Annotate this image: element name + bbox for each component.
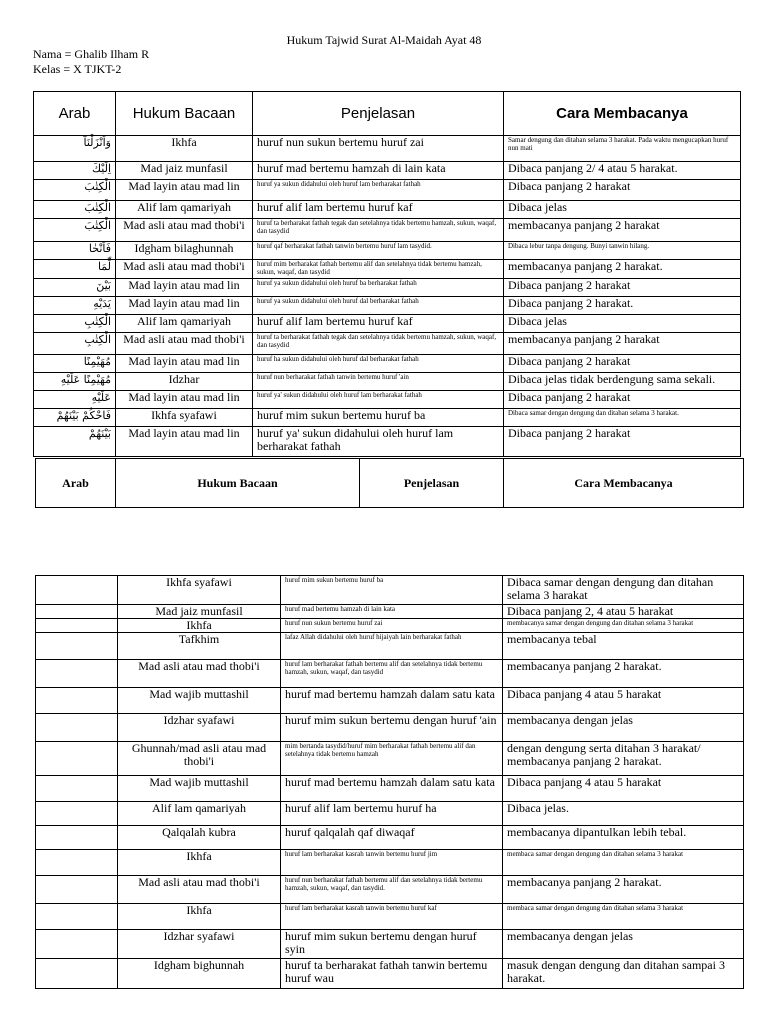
cara-cell: membacanya panjang 2 harakat. [503, 660, 744, 688]
arab-cell [36, 904, 118, 930]
arab-cell: بَيْنَهُمْ [34, 427, 116, 457]
arab-cell [36, 826, 118, 850]
penjelasan-cell: huruf ta berharakat fathah tanwin bertemu huruf wau [281, 959, 503, 989]
penjelasan-cell: lafaz Allah didahului oleh huruf hijaiyah lain berharakat fathah [281, 633, 503, 660]
penjelasan-cell: huruf nun sukun bertemu huruf zai [281, 619, 503, 633]
table-row [36, 742, 744, 776]
table-row [36, 633, 744, 660]
hukum-cell: Ikhfa [118, 619, 281, 633]
table-row [34, 162, 741, 180]
arab-cell [36, 776, 118, 802]
penjelasan-cell: huruf lam berharakat kasrah tanwin bertemu huruf jim [281, 850, 503, 876]
arab-cell: مُهَيْمِنًا عَلَيْهِ [34, 373, 116, 391]
cara-cell: Dibaca samar dengan dengung dan ditahan selama 3 harakat. [504, 409, 741, 427]
arab-cell: اِلَيْكَ [34, 162, 116, 180]
penjelasan-cell: huruf mim sukun bertemu huruf ba [253, 409, 504, 427]
hukum-cell: Qalqalah kubra [118, 826, 281, 850]
hukum-cell: Mad layin atau mad lin [116, 180, 253, 201]
cara-cell: membaca samar dengan dengung dan ditahan selama 3 harakat [503, 904, 744, 930]
table-row [34, 355, 741, 373]
arab-cell [36, 605, 118, 619]
arab-cell: لِّمَا [34, 260, 116, 279]
table-row [34, 391, 741, 409]
tajwid-table-1 [33, 91, 741, 457]
cara-cell: membacanya panjang 2 harakat [504, 219, 741, 242]
header-penjelasan: Penjelasan [360, 459, 504, 508]
table-row [34, 373, 741, 391]
cara-cell: Dibaca jelas [504, 315, 741, 333]
cara-cell: Dibaca panjang 2 harakat [504, 180, 741, 201]
table-row [34, 409, 741, 427]
arab-cell [36, 850, 118, 876]
tajwid-table-2-header [35, 458, 744, 508]
hukum-cell: Ikhfa syafawi [116, 409, 253, 427]
hukum-cell: Mad asli atau mad thobi'i [116, 219, 253, 242]
table-row [34, 297, 741, 315]
table-row [36, 802, 744, 826]
penjelasan-cell: huruf nun sukun bertemu huruf zai [253, 136, 504, 162]
penjelasan-cell: huruf mad bertemu hamzah di lain kata [253, 162, 504, 180]
table-row [36, 688, 744, 714]
table-row [36, 850, 744, 876]
hukum-cell: Mad asli atau mad thobi'i [116, 260, 253, 279]
cara-cell: Dibaca panjang 2 harakat. [504, 297, 741, 315]
hukum-cell: Alif lam qamariyah [116, 315, 253, 333]
cara-cell: masuk dengan dengung dan ditahan sampai 3 harakat. [503, 959, 744, 989]
table-row [34, 136, 741, 162]
penjelasan-cell: huruf qaf berharakat fathah tanwin bertemu huruf lam tasydid. [253, 242, 504, 260]
student-name: Nama = Ghalib Ilham R [33, 47, 150, 61]
arab-cell: الْكِتٰبَ [34, 219, 116, 242]
cara-cell: dengan dengung serta ditahan 3 harakat/ membacanya panjang 2 harakat. [503, 742, 744, 776]
penjelasan-cell: huruf nun berharakat fathah bertemu alif dan setelahnya tidak bertemu hamzah, sukun, waqaf, dan tasydid. [281, 876, 503, 904]
penjelasan-cell: huruf lam berharakat fathah bertemu alif dan setelahnya tidak bertemu hamzah, sukun, waqaf, dan tasydid [281, 660, 503, 688]
table-row [34, 260, 741, 279]
arab-cell [36, 742, 118, 776]
penjelasan-cell: huruf alif lam bertemu huruf kaf [253, 201, 504, 219]
arab-cell [36, 714, 118, 742]
table-row [36, 576, 744, 605]
arab-cell: الْكِتٰبَ [34, 201, 116, 219]
hukum-cell: Mad asli atau mad thobi'i [118, 660, 281, 688]
document-title: Hukum Tajwid Surat Al-Maidah Ayat 48 [286, 33, 482, 47]
table-row [36, 714, 744, 742]
cara-cell: Dibaca panjang 2 harakat [504, 427, 741, 457]
penjelasan-cell: huruf mad bertemu hamzah dalam satu kata [281, 688, 503, 714]
cara-cell: Dibaca panjang 4 atau 5 harakat [503, 688, 744, 714]
arab-cell [36, 619, 118, 633]
arab-cell [36, 633, 118, 660]
penjelasan-cell: huruf mim sukun bertemu dengan huruf 'ain [281, 714, 503, 742]
penjelasan-cell: huruf ya sukun didahului oleh huruf dal berharakat fathah [253, 297, 504, 315]
hukum-cell: Mad layin atau mad lin [116, 391, 253, 409]
penjelasan-cell: huruf alif lam bertemu huruf kaf [253, 315, 504, 333]
penjelasan-cell: huruf mim sukun bertemu huruf ba [281, 576, 503, 605]
student-class: Kelas = X TJKT-2 [33, 62, 122, 76]
table-row [36, 826, 744, 850]
hukum-cell: Ikhfa [118, 904, 281, 930]
penjelasan-cell: huruf lam berharakat kasrah tanwin bertemu huruf kaf [281, 904, 503, 930]
penjelasan-cell: huruf mad bertemu hamzah di lain kata [281, 605, 503, 619]
cara-cell: Dibaca panjang 2, 4 atau 5 harakat [503, 605, 744, 619]
cara-cell: Dibaca lebur tanpa dengung. Bunyi tanwin hilang. [504, 242, 741, 260]
arab-cell: الْكِتٰبِ [34, 333, 116, 355]
table-row [34, 427, 741, 457]
hukum-cell: Ikhfa [116, 136, 253, 162]
arab-cell: مُهَيْمِنًا [34, 355, 116, 373]
hukum-cell: Mad layin atau mad lin [116, 355, 253, 373]
cara-cell: Dibaca panjang 2 harakat [504, 279, 741, 297]
arab-cell [36, 576, 118, 605]
header-cara-membacanya: Cara Membacanya [504, 92, 741, 136]
table-header-row [34, 92, 741, 136]
cara-cell: Dibaca jelas. [503, 802, 744, 826]
cara-cell: membacanya samar dengan dengung dan ditahan selama 3 harakat [503, 619, 744, 633]
hukum-cell: Ikhfa [118, 850, 281, 876]
hukum-cell: Ikhfa syafawi [118, 576, 281, 605]
penjelasan-cell: huruf qalqalah qaf diwaqaf [281, 826, 503, 850]
table-row [36, 605, 744, 619]
penjelasan-cell: huruf ya' sukun didahului oleh huruf lam berharakat fathah [253, 427, 504, 457]
penjelasan-cell: huruf ta berharakat fathah tegak dan setelahnya tidak bertemu hamzah, sukun, waqaf, dan tasydid [253, 219, 504, 242]
cara-cell: Dibaca panjang 2 harakat [504, 391, 741, 409]
penjelasan-cell: mim bertanda tasydid/huruf mim berharakat fathah bertemu alif dan setelahnya tidak bertemu hamzah [281, 742, 503, 776]
arab-cell: بَيْنَ [34, 279, 116, 297]
hukum-cell: Alif lam qamariyah [118, 802, 281, 826]
penjelasan-cell: huruf ya' sukun didahului oleh huruf lam berharakat fathah [253, 391, 504, 409]
penjelasan-cell: huruf ta berharakat fathah tegak dan setelahnya tidak bertemu hamzah, sukun, waqaf, dan tasydid [253, 333, 504, 355]
table-row [36, 930, 744, 959]
cara-cell: Dibaca samar dengan dengung dan ditahan selama 3 harakat [503, 576, 744, 605]
header-penjelasan: Penjelasan [253, 92, 504, 136]
penjelasan-cell: huruf mad bertemu hamzah dalam satu kata [281, 776, 503, 802]
hukum-cell: Mad wajib muttashil [118, 776, 281, 802]
table-row [36, 619, 744, 633]
arab-cell: الْكِتٰبَ [34, 180, 116, 201]
cara-cell: membacanya panjang 2 harakat. [504, 260, 741, 279]
penjelasan-cell: huruf mim sukun bertemu dengan huruf syin [281, 930, 503, 959]
cara-cell: membacanya tebal [503, 633, 744, 660]
hukum-cell: Mad layin atau mad lin [116, 297, 253, 315]
hukum-cell: Mad wajib muttashil [118, 688, 281, 714]
hukum-cell: Mad jaiz munfasil [118, 605, 281, 619]
cara-cell: membacanya dengan jelas [503, 714, 744, 742]
arab-cell: الْكِتٰبِ [34, 315, 116, 333]
cara-cell: membacanya panjang 2 harakat [504, 333, 741, 355]
hukum-cell: Idzhar syafawi [118, 714, 281, 742]
hukum-cell: Mad layin atau mad lin [116, 279, 253, 297]
table-row [36, 876, 744, 904]
arab-cell [36, 930, 118, 959]
table-row [34, 279, 741, 297]
hukum-cell: Idgham bighunnah [118, 959, 281, 989]
penjelasan-cell: huruf alif lam bertemu huruf ha [281, 802, 503, 826]
tajwid-table-3 [35, 575, 744, 989]
cara-cell: Dibaca jelas [504, 201, 741, 219]
cara-cell: Dibaca panjang 4 atau 5 harakat [503, 776, 744, 802]
arab-cell [36, 959, 118, 989]
cara-cell: Dibaca panjang 2/ 4 atau 5 harakat. [504, 162, 741, 180]
arab-cell [36, 876, 118, 904]
header-hukum-bacaan: Hukum Bacaan [116, 92, 253, 136]
table-row [34, 201, 741, 219]
arab-cell [36, 660, 118, 688]
hukum-cell: Idzhar syafawi [118, 930, 281, 959]
hukum-cell: Idzhar [116, 373, 253, 391]
penjelasan-cell: huruf ha sukun didahului oleh huruf dal berharakat fathah [253, 355, 504, 373]
cara-cell: Dibaca jelas tidak berdengung sama sekali. [504, 373, 741, 391]
cara-cell: membacanya dipantulkan lebih tebal. [503, 826, 744, 850]
hukum-cell: Ghunnah/mad asli atau mad thobi'i [118, 742, 281, 776]
table-row [34, 180, 741, 201]
table-row [36, 776, 744, 802]
table-row [34, 219, 741, 242]
arab-cell: عَلَيْهِ [34, 391, 116, 409]
hukum-cell: Mad asli atau mad thobi'i [118, 876, 281, 904]
cara-cell: Dibaca panjang 2 harakat [504, 355, 741, 373]
table-row [36, 660, 744, 688]
header-hukum-bacaan: Hukum Bacaan [116, 459, 360, 508]
table-row [34, 333, 741, 355]
cara-cell: membacanya dengan jelas [503, 930, 744, 959]
table-row [34, 242, 741, 260]
penjelasan-cell: huruf mim berharakat fathah bertemu alif dan setelahnya tidak bertemu hamzah, sukun, waqaf, dan tasydid [253, 260, 504, 279]
header-cara-membacanya: Cara Membacanya [504, 459, 744, 508]
hukum-cell: Mad layin atau mad lin [116, 427, 253, 457]
hukum-cell: Alif lam qamariyah [116, 201, 253, 219]
hukum-cell: Mad asli atau mad thobi'i [116, 333, 253, 355]
header-arab: Arab [34, 92, 116, 136]
arab-cell: فَاحْكُمْ بَيْنَهُمْ [34, 409, 116, 427]
table-header-row [36, 459, 744, 508]
arab-cell [36, 688, 118, 714]
table-row [36, 959, 744, 989]
cara-cell: membaca samar dengan dengung dan ditahan selama 3 harakat [503, 850, 744, 876]
hukum-cell: Tafkhim [118, 633, 281, 660]
penjelasan-cell: huruf nun berharakat fathah tanwin bertemu huruf 'ain [253, 373, 504, 391]
arab-cell: يَدَيْهِ [34, 297, 116, 315]
arab-cell: فَاَنْحٰا [34, 242, 116, 260]
header-arab: Arab [36, 459, 116, 508]
hukum-cell: Mad jaiz munfasil [116, 162, 253, 180]
cara-cell: Samar dengung dan ditahan selama 3 harakat. Pada waktu mengucapkan huruf nun mati [504, 136, 741, 162]
hukum-cell: Idgham bilaghunnah [116, 242, 253, 260]
penjelasan-cell: huruf ya sukun didahului oleh huruf ba berharakat fathah [253, 279, 504, 297]
arab-cell: وَاَنْزَلْنَآ [34, 136, 116, 162]
table-row [34, 315, 741, 333]
arab-cell [36, 802, 118, 826]
penjelasan-cell: huruf ya sukun didahului oleh huruf lam berharakat fathah [253, 180, 504, 201]
table-row [36, 904, 744, 930]
cara-cell: membacanya panjang 2 harakat. [503, 876, 744, 904]
